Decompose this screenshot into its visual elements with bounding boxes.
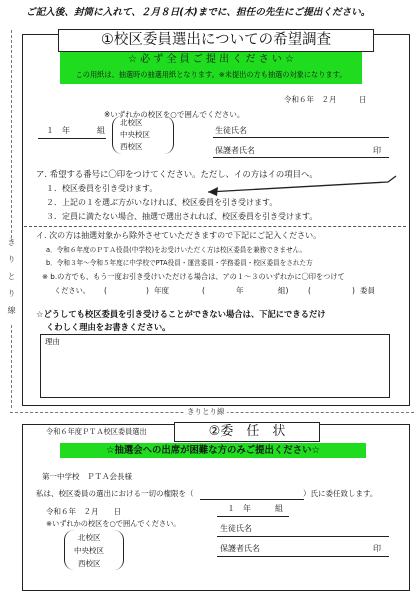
class-label: 組	[97, 126, 105, 135]
proxy-guardian-field[interactable]	[217, 556, 389, 557]
section-b-item-a: a．令和６年度のＰＴＡ役員(中学校)をお受けいただく方は校区委員を兼務できません。	[46, 246, 307, 254]
section-a-item-2[interactable]: ２．上記の１を選ぶ方がいなければ、校区委員を引き受けます。	[46, 198, 278, 207]
proxy-district-central[interactable]: 中央校区	[74, 546, 104, 555]
proxy-class-label: 組	[275, 504, 283, 513]
guardian-name-label: 保護者氏名	[215, 146, 255, 155]
top-notice: ご記入後、封筒に入れて、２月８日(木)までに、担任の先生にご提出ください。	[26, 7, 371, 18]
committee-open-paren: (	[308, 286, 311, 295]
proxy-addressee: 第一中学校 ＰＴＡ会長様	[42, 472, 132, 481]
arrow-icon	[208, 174, 408, 214]
committee-close-paren: )	[352, 286, 355, 295]
reason-prompt-cont: くわしく理由をお書きください。	[46, 322, 171, 332]
proxy-guardian-label: 保護者氏名	[220, 544, 260, 553]
proxy-delegate-field[interactable]	[200, 499, 304, 500]
section-a-item-3[interactable]: ３．定員に満たない場合、抽選で選出されれば、校区委員を引き受けます。	[46, 212, 318, 221]
section-b-note-cont: ください。	[54, 286, 90, 295]
student-name-field[interactable]	[213, 137, 389, 138]
reason-label: 理由	[45, 337, 60, 346]
year-close-paren: )	[146, 286, 149, 295]
guardian-seal: 印	[373, 146, 381, 155]
section-b-intro: イ. 次の方は抽選対象から除外させていただきますので下記にご記入ください。	[36, 231, 322, 240]
must-submit-text: ☆ 必 ず 全 員 ご 提 出 く だ さ い ☆	[127, 54, 295, 65]
guardian-name-field[interactable]	[213, 157, 389, 158]
section-a-item-1[interactable]: １．校区委員を引き受けます。	[46, 184, 158, 193]
proxy-student-label: 生徒氏名	[220, 524, 252, 533]
proxy-statement: 私は、校区委員の選出における一切の権限を（	[36, 489, 194, 498]
grade-class-line	[38, 138, 106, 139]
proxy-pta-label: 令和６年度ＰＴＡ校区委員選出	[46, 427, 147, 436]
district-north[interactable]: 北校区	[120, 118, 143, 127]
grade-open-paren: (	[202, 286, 205, 295]
grade-kumi: 組)	[278, 286, 289, 295]
committee-label: 委員	[360, 286, 375, 295]
section-divider	[24, 226, 406, 227]
section-a-intro: ア. 希望する番号に〇印をつけてください。ただし、イの方はイの項目へ。	[36, 169, 318, 179]
district-west[interactable]: 西校区	[120, 142, 143, 151]
proxy-notice: ☆抽選会への出席が困難な方のみご提出ください☆	[106, 445, 320, 456]
proxy-statement-end: ）氏に委任致します。	[303, 489, 378, 498]
grade-nen: 年	[236, 286, 244, 295]
survey-date: 令和６年 ２月 日	[284, 95, 367, 104]
proxy-date: 令和６年 ２月 日	[46, 507, 121, 516]
lottery-note: この用紙は、抽選時の抽選用紙となります。※未提出の方も抽選の対象になります。	[75, 70, 347, 79]
proxy-grade-class-line	[217, 516, 289, 517]
circle-note: ※いずれかの校区を○で囲んでください。	[104, 110, 245, 119]
section-b-item-b: b．令和３年～令和５年度に中学校でPTA役員・運営委員・学務委員・校区委員をされた方	[46, 259, 313, 267]
cut-label: きりとり線	[187, 407, 225, 416]
section-b-note: ※ b.の方でも、もう一度お引き受けいただける場合は、アの１～３のいずれかに〇印をつけて	[42, 272, 345, 281]
district-central[interactable]: 中央校区	[120, 130, 150, 139]
proxy-student-field[interactable]	[217, 536, 389, 537]
grade-label: １ 年	[46, 126, 70, 135]
proxy-grade-label: １ 年	[227, 504, 251, 513]
side-cut-label: きりとり線	[7, 238, 16, 323]
proxy-circle-note: ※いずれかの校区を○で囲んでください。	[46, 519, 181, 528]
survey-title: ①校区委員選出についての希望調査	[100, 32, 332, 48]
reason-box[interactable]	[40, 334, 390, 398]
proxy-title: ②委 任 状	[208, 424, 286, 439]
proxy-district-north[interactable]: 北校区	[78, 533, 101, 542]
proxy-seal: 印	[373, 544, 381, 553]
proxy-district-west[interactable]: 西校区	[78, 559, 101, 568]
year-label: 年度	[154, 286, 169, 295]
year-open-paren: (	[104, 286, 107, 295]
student-name-label: 生徒氏名	[215, 126, 247, 135]
side-cut-line	[11, 30, 12, 408]
reason-prompt: ☆どうしても校区委員を引き受けることができない場合は、下記にできるだけ	[36, 309, 326, 319]
